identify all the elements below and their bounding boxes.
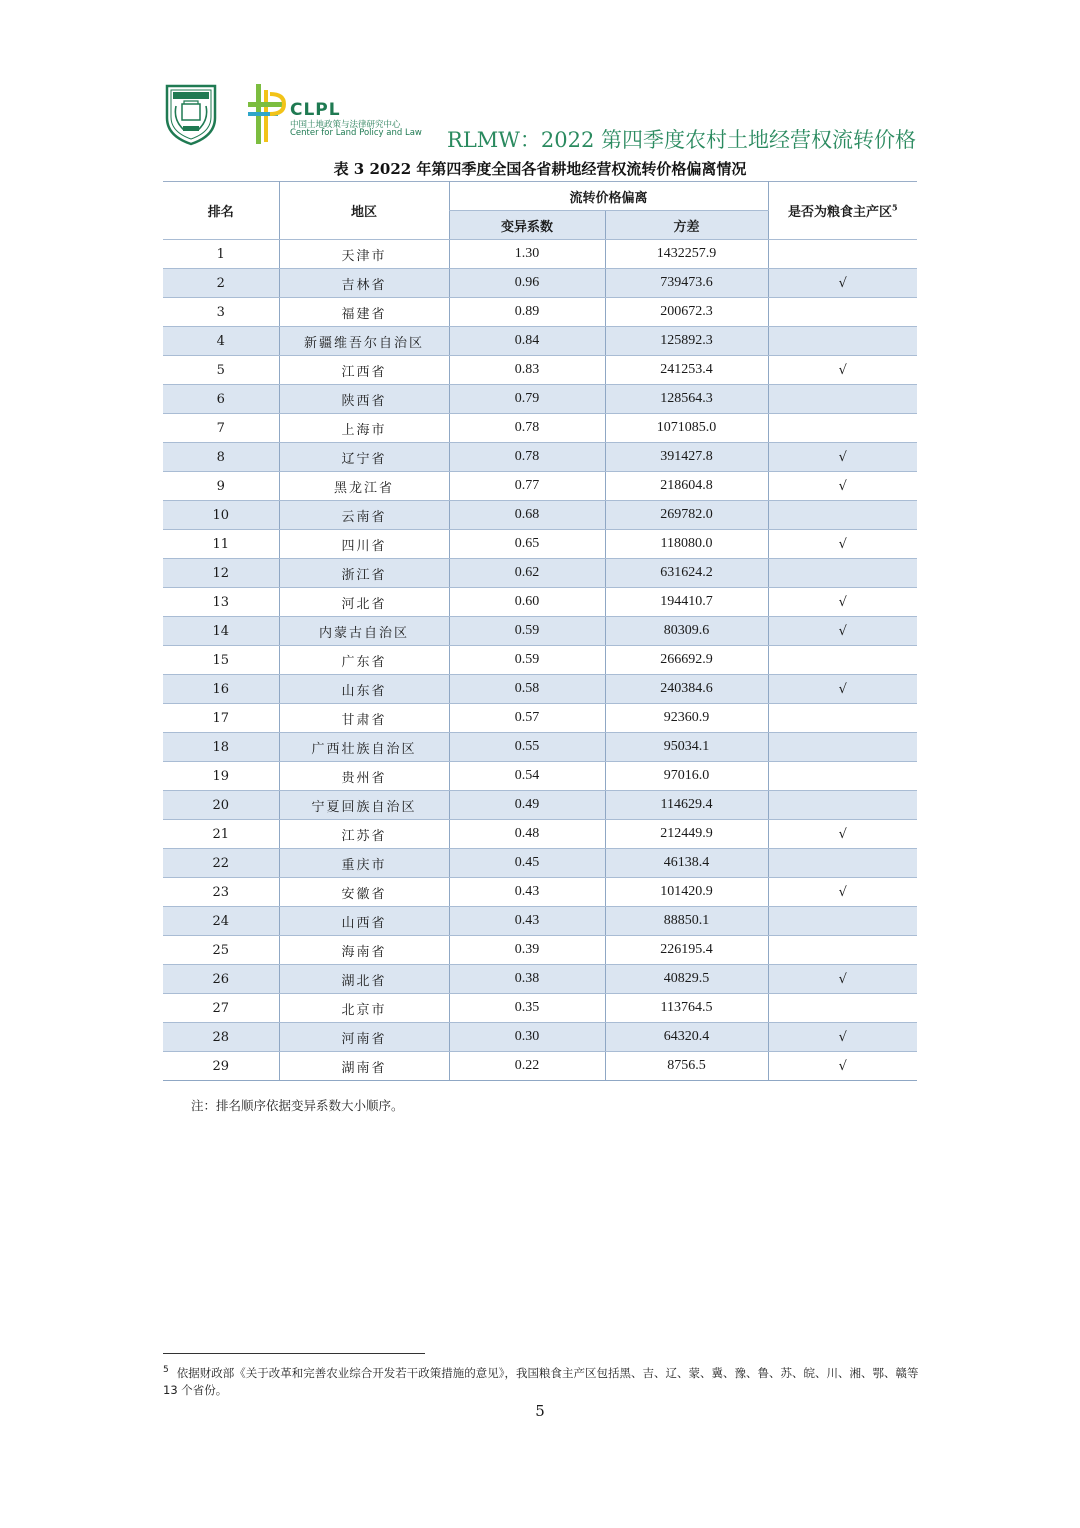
header-region: 地区	[279, 182, 449, 240]
table-row	[163, 240, 917, 269]
cell-grain-zone	[768, 240, 917, 269]
cell-variance: 391427.8	[605, 443, 768, 472]
cell-region: 河北省	[279, 588, 449, 617]
cell-region: 辽宁省	[279, 443, 449, 472]
cell-variance: 269782.0	[605, 501, 768, 530]
cell-cv: 0.43	[449, 878, 605, 907]
table-row	[163, 907, 917, 936]
cell-variance: 212449.9	[605, 820, 768, 849]
cell-grain-zone	[768, 327, 917, 356]
price-deviation-table	[163, 181, 917, 1081]
table-row	[163, 327, 917, 356]
cell-variance: 125892.3	[605, 327, 768, 356]
table-caption: 表 3 2022 年第四季度全国各省耕地经营权流转价格偏离情况	[333, 160, 747, 178]
cell-rank: 21	[163, 820, 279, 849]
cell-cv: 0.65	[449, 530, 605, 559]
cell-grain-zone	[768, 936, 917, 965]
table-row	[163, 965, 917, 994]
cell-region: 北京市	[279, 994, 449, 1023]
footnote	[163, 1362, 923, 1399]
cell-rank: 23	[163, 878, 279, 907]
cell-rank: 22	[163, 849, 279, 878]
cell-cv: 0.68	[449, 501, 605, 530]
cell-region: 内蒙古自治区	[279, 617, 449, 646]
cell-grain-zone: √	[768, 1023, 917, 1052]
cell-variance: 240384.6	[605, 675, 768, 704]
cell-rank: 16	[163, 675, 279, 704]
cell-rank: 12	[163, 559, 279, 588]
cell-grain-zone	[768, 501, 917, 530]
cell-cv: 0.45	[449, 849, 605, 878]
cell-variance: 101420.9	[605, 878, 768, 907]
header-deviation-group: 流转价格偏离	[449, 182, 768, 211]
table-row	[163, 385, 917, 414]
cell-grain-zone: √	[768, 356, 917, 385]
table-row	[163, 472, 917, 501]
table-row	[163, 646, 917, 675]
cell-region: 河南省	[279, 1023, 449, 1052]
table-row	[163, 530, 917, 559]
cell-cv: 0.35	[449, 994, 605, 1023]
cell-cv: 0.38	[449, 965, 605, 994]
cell-variance: 95034.1	[605, 733, 768, 762]
cell-variance: 97016.0	[605, 762, 768, 791]
cell-region: 重庆市	[279, 849, 449, 878]
page-header-title: RLMW：2022 第四季度农村土地经营权流转价格	[447, 128, 916, 152]
cell-variance: 200672.3	[605, 298, 768, 327]
cell-region: 贵州省	[279, 762, 449, 791]
cell-variance: 739473.6	[605, 269, 768, 298]
footnote-mark: 5	[163, 1365, 169, 1375]
table-row	[163, 588, 917, 617]
cell-grain-zone	[768, 849, 917, 878]
table-row	[163, 878, 917, 907]
cell-variance: 118080.0	[605, 530, 768, 559]
cell-grain-zone	[768, 733, 917, 762]
cell-rank: 26	[163, 965, 279, 994]
cell-grain-zone	[768, 385, 917, 414]
cell-rank: 28	[163, 1023, 279, 1052]
clpl-logo-en: Center for Land Policy and Law	[290, 128, 422, 138]
table-row	[163, 443, 917, 472]
cell-grain-zone: √	[768, 965, 917, 994]
cell-grain-zone	[768, 414, 917, 443]
table-row	[163, 936, 917, 965]
cell-cv: 0.49	[449, 791, 605, 820]
table-row	[163, 849, 917, 878]
table-row	[163, 559, 917, 588]
cell-cv: 0.57	[449, 704, 605, 733]
header-grain-zone	[768, 182, 917, 240]
cell-cv: 0.84	[449, 327, 605, 356]
cell-variance: 92360.9	[605, 704, 768, 733]
cell-variance: 194410.7	[605, 588, 768, 617]
cell-variance: 64320.4	[605, 1023, 768, 1052]
cell-rank: 20	[163, 791, 279, 820]
header-grain-zone-label: 是否为粮食主产区	[787, 205, 892, 220]
cell-region: 黑龙江省	[279, 472, 449, 501]
cell-rank: 27	[163, 994, 279, 1023]
table-row	[163, 501, 917, 530]
clpl-logo-cn: 中国土地政策与法律研究中心	[290, 120, 401, 130]
cell-variance: 114629.4	[605, 791, 768, 820]
cell-region: 安徽省	[279, 878, 449, 907]
cell-rank: 6	[163, 385, 279, 414]
cell-region: 山西省	[279, 907, 449, 936]
cell-grain-zone	[768, 791, 917, 820]
cell-region: 云南省	[279, 501, 449, 530]
cell-region: 四川省	[279, 530, 449, 559]
cell-cv: 0.60	[449, 588, 605, 617]
cell-cv: 0.89	[449, 298, 605, 327]
cell-region: 江西省	[279, 356, 449, 385]
cell-grain-zone: √	[768, 820, 917, 849]
cell-grain-zone	[768, 646, 917, 675]
cell-cv: 0.54	[449, 762, 605, 791]
cell-rank: 10	[163, 501, 279, 530]
cell-rank: 11	[163, 530, 279, 559]
table-row	[163, 733, 917, 762]
cell-rank: 9	[163, 472, 279, 501]
cell-variance: 226195.4	[605, 936, 768, 965]
table-row	[163, 356, 917, 385]
cell-cv: 0.96	[449, 269, 605, 298]
cell-region: 江苏省	[279, 820, 449, 849]
cell-cv: 0.48	[449, 820, 605, 849]
cell-grain-zone	[768, 559, 917, 588]
cell-cv: 0.22	[449, 1052, 605, 1081]
cell-region: 天津市	[279, 240, 449, 269]
cell-rank: 3	[163, 298, 279, 327]
cell-cv: 0.58	[449, 675, 605, 704]
table-row	[163, 269, 917, 298]
table-note: 注：排名顺序依据变异系数大小顺序。	[191, 1098, 404, 1113]
cell-rank: 8	[163, 443, 279, 472]
cau-emblem-icon	[164, 84, 218, 146]
cell-rank: 4	[163, 327, 279, 356]
cell-region: 新疆维吾尔自治区	[279, 327, 449, 356]
table-row	[163, 704, 917, 733]
cell-rank: 7	[163, 414, 279, 443]
header-cv: 变异系数	[449, 211, 605, 240]
cell-grain-zone: √	[768, 443, 917, 472]
cell-region: 广西壮族自治区	[279, 733, 449, 762]
cell-region: 宁夏回族自治区	[279, 791, 449, 820]
cell-grain-zone	[768, 298, 917, 327]
cell-region: 浙江省	[279, 559, 449, 588]
cell-cv: 1.30	[449, 240, 605, 269]
cell-grain-zone: √	[768, 269, 917, 298]
cell-cv: 0.62	[449, 559, 605, 588]
cell-region: 上海市	[279, 414, 449, 443]
cell-rank: 19	[163, 762, 279, 791]
table-row	[163, 414, 917, 443]
cell-variance: 266692.9	[605, 646, 768, 675]
cell-region: 陕西省	[279, 385, 449, 414]
cell-region: 福建省	[279, 298, 449, 327]
cell-region: 湖南省	[279, 1052, 449, 1081]
cell-grain-zone: √	[768, 675, 917, 704]
cell-grain-zone: √	[768, 472, 917, 501]
cell-rank: 18	[163, 733, 279, 762]
cell-region: 海南省	[279, 936, 449, 965]
cell-variance: 40829.5	[605, 965, 768, 994]
table-row	[163, 298, 917, 327]
table-row	[163, 820, 917, 849]
cell-cv: 0.83	[449, 356, 605, 385]
cell-cv: 0.39	[449, 936, 605, 965]
cell-variance: 218604.8	[605, 472, 768, 501]
cell-variance: 46138.4	[605, 849, 768, 878]
cell-cv: 0.55	[449, 733, 605, 762]
table-row	[163, 1052, 917, 1081]
page-number: 5	[535, 1402, 545, 1420]
cell-rank: 5	[163, 356, 279, 385]
table-row	[163, 675, 917, 704]
cell-variance: 1071085.0	[605, 414, 768, 443]
cell-variance: 241253.4	[605, 356, 768, 385]
footnote-ref: 5	[891, 202, 898, 213]
header-variance: 方差	[605, 211, 768, 240]
cell-rank: 14	[163, 617, 279, 646]
clpl-logo-name: CLPL	[290, 100, 341, 120]
cell-grain-zone: √	[768, 617, 917, 646]
cell-variance: 1432257.9	[605, 240, 768, 269]
table-row	[163, 994, 917, 1023]
cell-rank: 15	[163, 646, 279, 675]
cell-rank: 2	[163, 269, 279, 298]
header-rank: 排名	[163, 182, 279, 240]
table-row	[163, 617, 917, 646]
cell-region: 吉林省	[279, 269, 449, 298]
table-row	[163, 791, 917, 820]
footnote-text: 依据财政部《关于改革和完善农业综合开发若干政策措施的意见》，我国粮食主产区包括黑、吉、辽、蒙、冀、豫、鲁、苏、皖、川、湘、鄂、赣等 13 个省份。	[163, 1365, 919, 1397]
cell-variance: 88850.1	[605, 907, 768, 936]
footnote-divider	[163, 1353, 425, 1354]
cell-cv: 0.59	[449, 617, 605, 646]
cell-variance: 113764.5	[605, 994, 768, 1023]
cell-rank: 13	[163, 588, 279, 617]
cell-cv: 0.78	[449, 414, 605, 443]
cell-rank: 29	[163, 1052, 279, 1081]
cell-grain-zone: √	[768, 1052, 917, 1081]
cell-grain-zone	[768, 994, 917, 1023]
table-row	[163, 1023, 917, 1052]
cell-region: 甘肃省	[279, 704, 449, 733]
cell-cv: 0.79	[449, 385, 605, 414]
cell-cv: 0.78	[449, 443, 605, 472]
cell-grain-zone: √	[768, 530, 917, 559]
table-row	[163, 762, 917, 791]
cell-rank: 24	[163, 907, 279, 936]
cell-grain-zone: √	[768, 878, 917, 907]
cell-variance: 128564.3	[605, 385, 768, 414]
cell-cv: 0.59	[449, 646, 605, 675]
cell-grain-zone	[768, 704, 917, 733]
cell-cv: 0.77	[449, 472, 605, 501]
cell-variance: 80309.6	[605, 617, 768, 646]
cell-variance: 8756.5	[605, 1052, 768, 1081]
cell-grain-zone	[768, 907, 917, 936]
cell-rank: 25	[163, 936, 279, 965]
cell-region: 广东省	[279, 646, 449, 675]
cell-rank: 1	[163, 240, 279, 269]
cell-cv: 0.43	[449, 907, 605, 936]
cell-grain-zone: √	[768, 588, 917, 617]
cell-variance: 631624.2	[605, 559, 768, 588]
cell-rank: 17	[163, 704, 279, 733]
cell-region: 湖北省	[279, 965, 449, 994]
cell-grain-zone	[768, 762, 917, 791]
cell-cv: 0.30	[449, 1023, 605, 1052]
cell-region: 山东省	[279, 675, 449, 704]
